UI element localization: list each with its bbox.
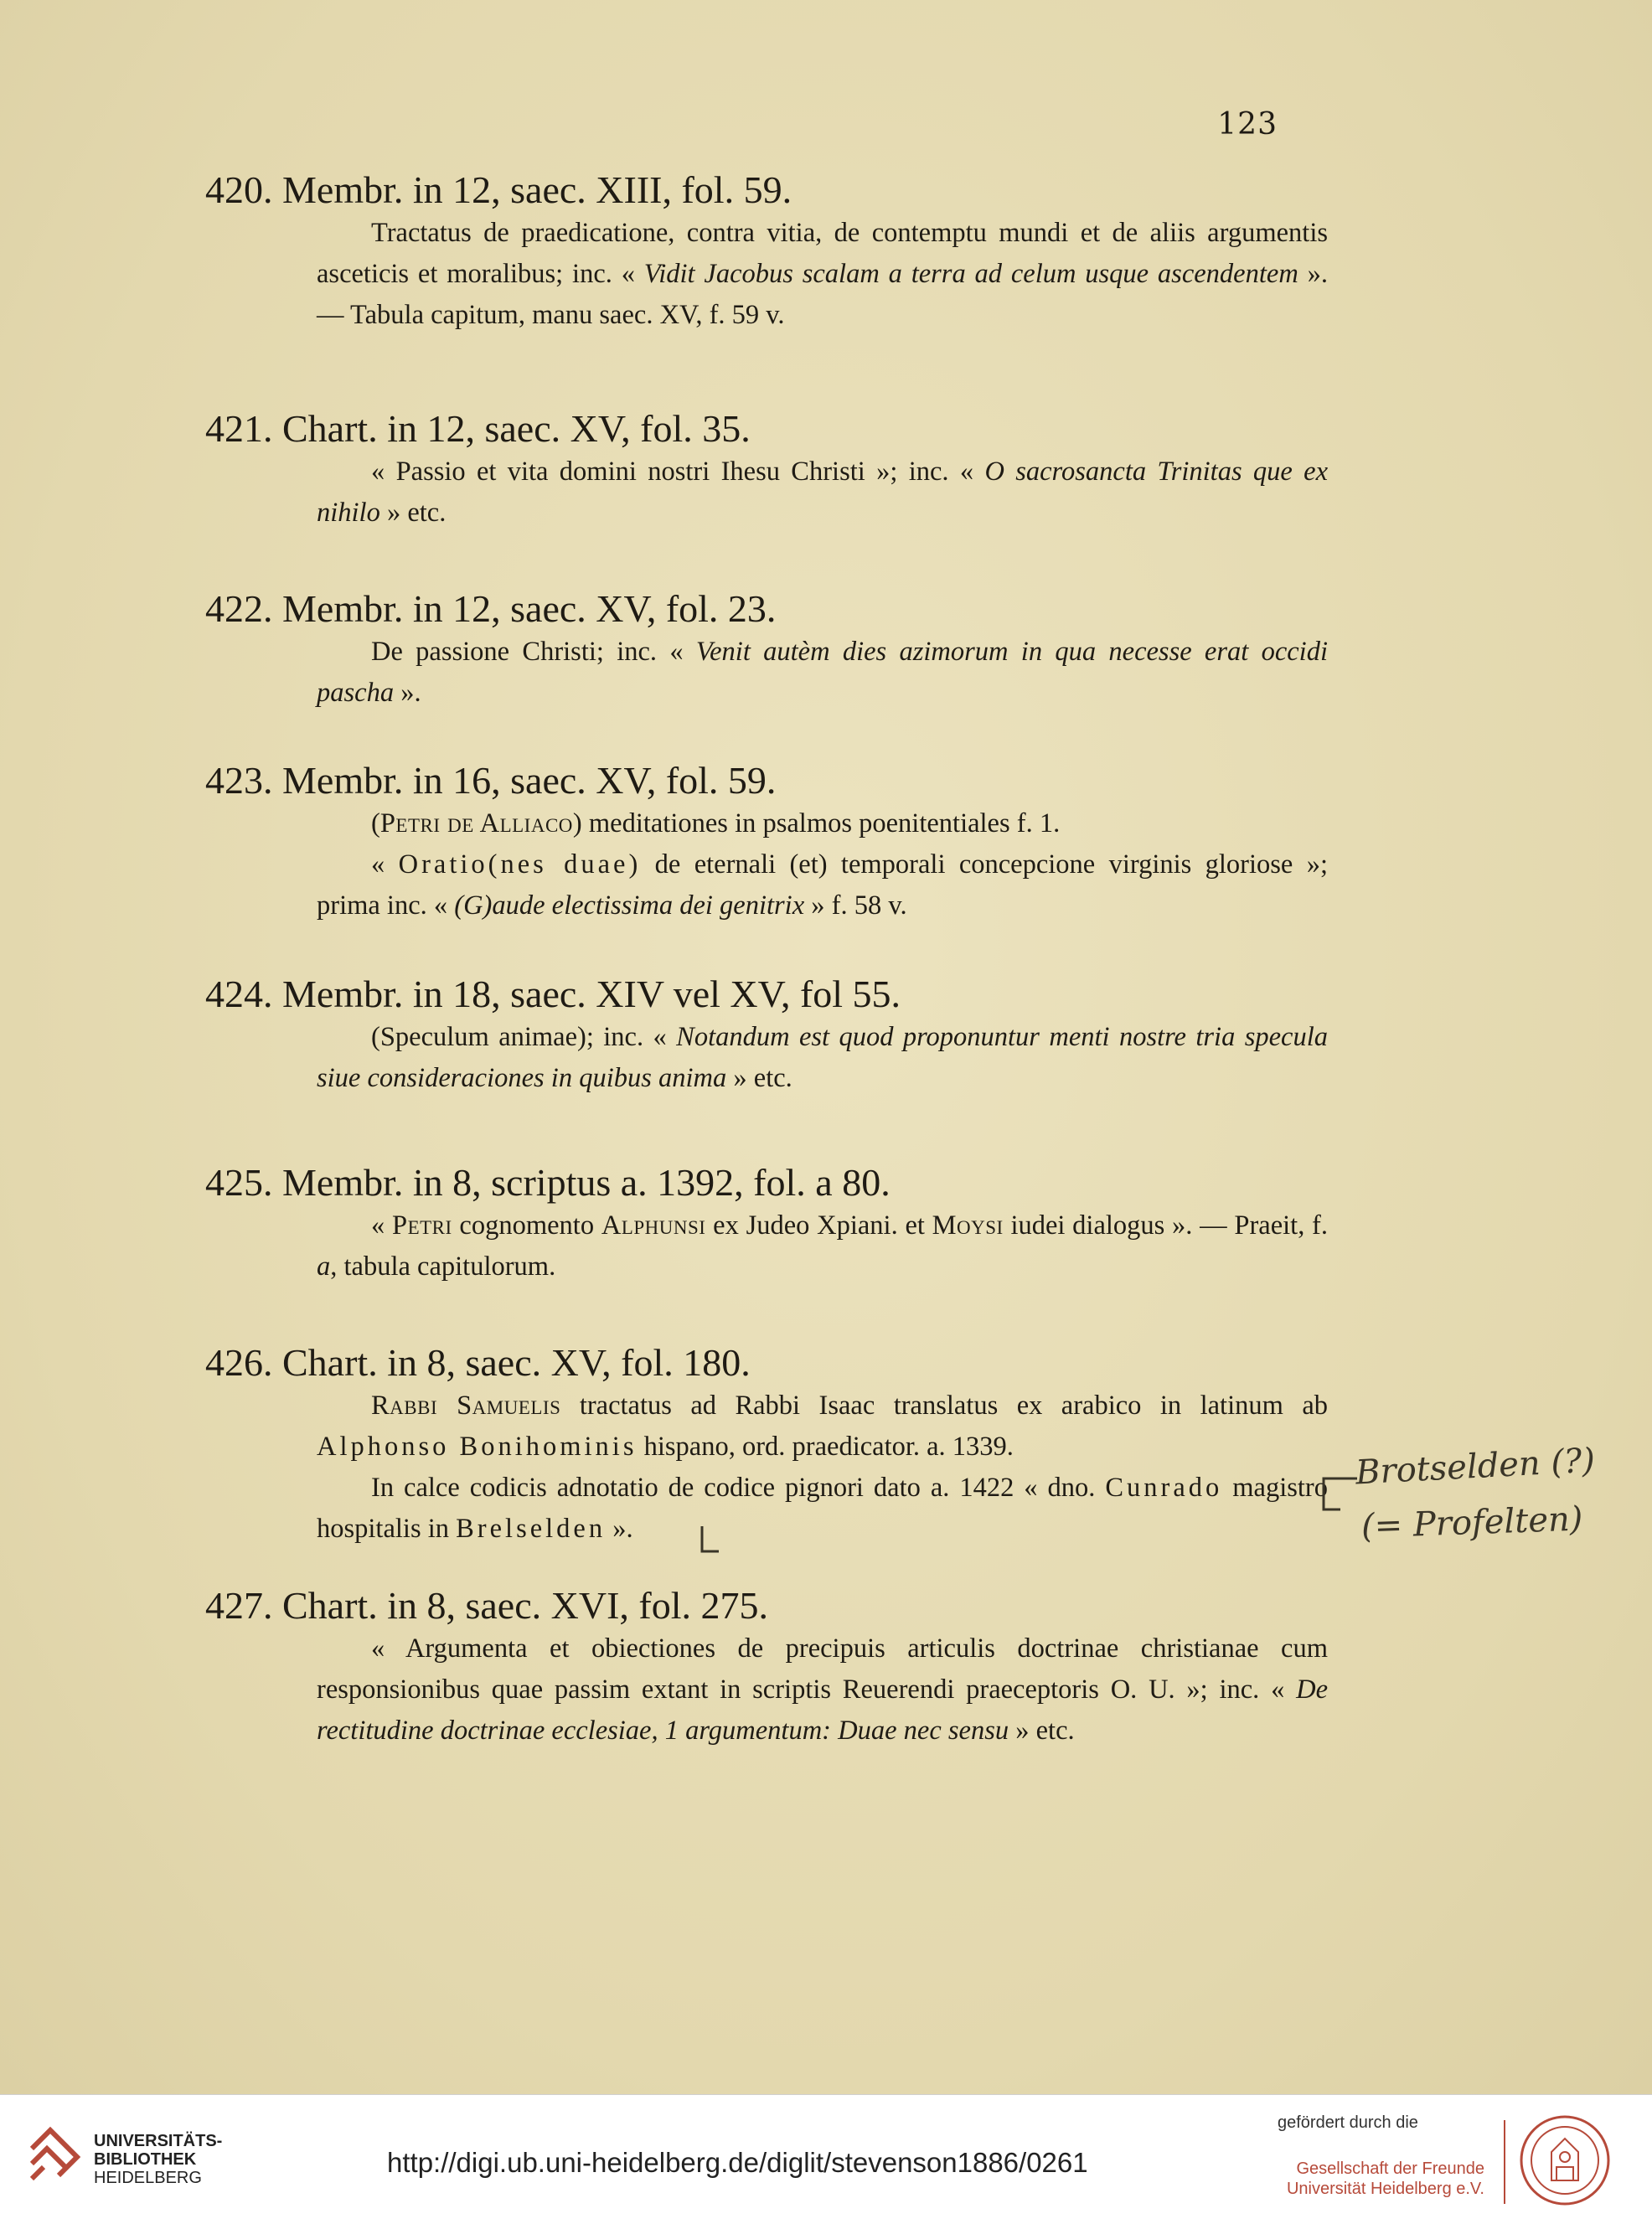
sponsor-divider <box>1504 2120 1505 2204</box>
page-number: 123 <box>1217 107 1278 142</box>
correction-bracket-mark <box>1315 1474 1365 1516</box>
entry-description <box>205 1385 1328 1468</box>
text-segment: (Speculum animae); inc. « <box>371 1022 677 1052</box>
text-segment: ». — Tabula capitum, manu saec. XV, f. 59 v. <box>317 259 1329 330</box>
text-segment: Venit autèm dies azimorum in qua necesse erat occidi pascha <box>317 637 1328 708</box>
text-segment: Notandum est quod proponuntur menti nostre tria specula siue consideraciones in quibus anima <box>317 1022 1328 1093</box>
text-segment: In calce codicis adnotatio de codice pignori dato a. 1422 « dno. <box>371 1473 1106 1503</box>
text-segment: De passione Christi; inc. « <box>371 637 696 667</box>
entry-heading: 425. Membr. in 8, scriptus a. 1392, fol. a 80. <box>205 1161 891 1204</box>
handwritten-annotation: (= Profelten) <box>1360 1499 1584 1546</box>
catalogue-entry <box>205 406 1328 534</box>
text-segment: iudei dialogus ». — Praeit, f. <box>1003 1210 1329 1241</box>
catalogue-entry <box>205 972 1328 1099</box>
insertion-caret-mark <box>694 1523 727 1556</box>
text-segment: Moysi <box>932 1210 1004 1241</box>
sponsor-name: Gesellschaft der Freunde Universität Heidelberg e.V. <box>1286 2159 1484 2198</box>
text-segment: Tractatus de praedicatione, contra vitia, de contemptu mundi et de aliis argumentis asceticis et moralibus; inc. « <box>317 218 1328 289</box>
text-segment: Oratio(nes duae) <box>398 849 642 880</box>
catalogue-entry <box>205 1160 1328 1287</box>
text-segment: Brelselden <box>456 1514 607 1544</box>
entry-description <box>205 1017 1328 1099</box>
text-segment: (G)aude electissima dei genitrix <box>454 890 805 921</box>
text-segment: O sacrosancta Trinitas que ex nihilo <box>317 457 1329 528</box>
text-segment: Petri de Alliaco <box>379 808 573 839</box>
entry-description <box>205 1468 1328 1550</box>
entry-heading: 420. Membr. in 12, saec. XIII, fol. 59. <box>205 168 792 211</box>
entry-description <box>205 452 1328 534</box>
text-segment: ) meditationes in psalmos poenitentiales f. 1. <box>572 808 1061 839</box>
text-segment: ». <box>394 678 421 708</box>
viewer-footer <box>0 2094 1652 2224</box>
text-segment: Cunrado <box>1105 1473 1223 1503</box>
handwritten-annotation: Brotselden (?) <box>1354 1441 1597 1493</box>
entry-heading: 423. Membr. in 16, saec. XV, fol. 59. <box>205 759 777 802</box>
entry-description <box>205 1205 1328 1287</box>
library-logo-icon <box>25 2123 84 2190</box>
text-segment: , tabula capitulorum. <box>330 1251 556 1282</box>
text-segment: Alphunsi <box>601 1210 706 1241</box>
entry-description <box>205 1628 1328 1752</box>
entry-heading: 421. Chart. in 12, saec. XV, fol. 35. <box>205 407 751 450</box>
text-segment: ( <box>371 808 380 839</box>
catalogue-entry <box>205 1583 1328 1752</box>
text-segment: Petri <box>392 1210 452 1241</box>
text-segment: de eternali (et) temporali concepcione virginis gloriose »; prima inc. « <box>317 849 1328 921</box>
sponsor-label: gefördert durch die <box>1278 2113 1418 2132</box>
text-segment: « Argumenta et obiectiones de precipuis articulis doctrinae christianae cum responsionibus quae passim extant in scriptis Reuerendi praeceptoris O. U. »; inc. « <box>317 1633 1328 1705</box>
catalogue-entry <box>205 1340 1328 1550</box>
text-segment: Alphonso Bonihominis <box>317 1432 638 1462</box>
entry-heading: 424. Membr. in 18, saec. XIV vel XV, fol 55. <box>205 973 901 1015</box>
permalink[interactable]: http://digi.ub.uni-heidelberg.de/diglit/stevenson1886/0261 <box>387 2147 1088 2178</box>
text-segment: magistro hospitalis in <box>317 1473 1328 1544</box>
text-segment: tractatus ad Rabbi Isaac translatus ex arabico in latinum ab <box>560 1391 1328 1421</box>
text-segment: Vidit Jacobus scalam a terra ad celum usque ascendentem <box>643 259 1298 289</box>
entry-description <box>205 213 1328 336</box>
entry-description <box>205 803 1328 844</box>
text-segment: « <box>371 1210 392 1241</box>
catalogue-entry <box>205 168 1328 336</box>
library-name: UNIVERSITÄTS- BIBLIOTHEK HEIDELBERG <box>94 2132 223 2187</box>
catalogue-entry <box>205 758 1328 926</box>
entry-description <box>205 844 1328 926</box>
entry-heading: 422. Membr. in 12, saec. XV, fol. 23. <box>205 587 777 630</box>
text-segment: ex Judeo Xpiani. et <box>705 1210 932 1241</box>
text-segment: » etc. <box>379 498 447 528</box>
text-segment: ». <box>606 1514 633 1544</box>
text-segment: hispano, ord. praedicator. a. 1339. <box>637 1432 1014 1462</box>
text-segment: » f. 58 v. <box>804 890 907 921</box>
entry-description <box>205 632 1328 714</box>
text-segment: a <box>317 1251 331 1282</box>
text-segment: Rabbi Samuelis <box>371 1391 561 1421</box>
text-segment: » etc. <box>1009 1716 1075 1746</box>
text-segment: cognomento <box>452 1210 601 1241</box>
catalogue-entry <box>205 586 1328 714</box>
text-segment: « <box>371 849 399 880</box>
entry-heading: 427. Chart. in 8, saec. XVI, fol. 275. <box>205 1584 768 1627</box>
text-segment: « Passio et vita domini nostri Ihesu Christi »; inc. « <box>371 457 985 487</box>
university-seal-icon <box>1518 2113 1612 2207</box>
text-segment: » etc. <box>726 1063 792 1093</box>
entry-heading: 426. Chart. in 8, saec. XV, fol. 180. <box>205 1341 751 1384</box>
text-segment: De rectitudine doctrinae ecclesiae, 1 argumentum: Duae nec sensu <box>317 1674 1328 1746</box>
